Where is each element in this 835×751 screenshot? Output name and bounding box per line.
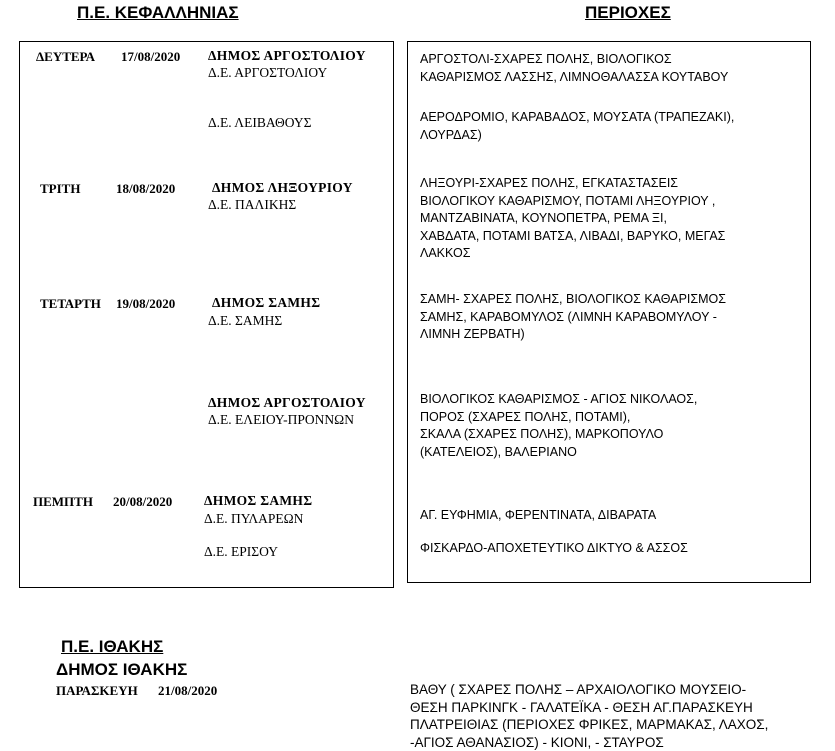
area-line: ΒΙΟΛΟΓΙΚΟΣ ΚΑΘΑΡΙΣΜΟΣ - ΑΓΙΟΣ ΝΙΚΟΛΑΟΣ, bbox=[420, 391, 697, 409]
municipality-label: ΔΗΜΟΣ ΛΗΞΟΥΡΙΟΥ bbox=[212, 180, 353, 196]
area-line: ΣΑΜΗ- ΣΧΑΡΕΣ ΠΟΛΗΣ, ΒΙΟΛΟΓΙΚΟΣ ΚΑΘΑΡΙΣΜΟΣ bbox=[420, 291, 726, 309]
unit-label: Δ.Ε. ΕΛΕΙΟΥ-ΠΡΟΝΝΩΝ bbox=[208, 412, 354, 428]
area-block bbox=[420, 109, 734, 144]
area-block bbox=[420, 507, 656, 525]
header-prefecture: Π.Ε. ΚΕΦΑΛΛΗΝΙΑΣ bbox=[77, 3, 239, 23]
ithaki-date: 21/08/2020 bbox=[158, 683, 217, 699]
area-line: -ΑΓΙΟΣ ΑΘΑΝΑΣΙΟΣ) - ΚΙΟΝΙ, - ΣΤΑΥΡΟΣ bbox=[410, 734, 768, 751]
municipality-label: ΔΗΜΟΣ ΑΡΓΟΣΤΟΛΙΟΥ bbox=[208, 48, 366, 64]
area-line: ΑΓ. ΕΥΦΗΜΙΑ, ΦΕΡΕΝΤΙΝΑΤΑ, ΔΙΒΑΡΑΤΑ bbox=[420, 507, 656, 525]
day-label: ΔΕΥΤΕΡΑ bbox=[36, 49, 95, 65]
area-line: ΛΟΥΡΔΑΣ) bbox=[420, 127, 734, 145]
area-line: ΛΑΚΚΟΣ bbox=[420, 245, 725, 263]
date-label: 17/08/2020 bbox=[121, 49, 180, 65]
date-label: 18/08/2020 bbox=[116, 181, 175, 197]
area-line: ΠΟΡΟΣ (ΣΧΑΡΕΣ ΠΟΛΗΣ, ΠΟΤΑΜΙ), bbox=[420, 409, 697, 427]
area-line: ΚΑΘΑΡΙΣΜΟΣ ΛΑΣΣΗΣ, ΛΙΜΝΟΘΑΛΑΣΣΑ ΚΟΥΤΑΒΟΥ bbox=[420, 69, 728, 87]
area-line: ΛΙΜΝΗ ΖΕΡΒΑΤΗ) bbox=[420, 326, 726, 344]
area-line: ΑΡΓΟΣΤΟΛΙ-ΣΧΑΡΕΣ ΠΟΛΗΣ, ΒΙΟΛΟΓΙΚΟΣ bbox=[420, 51, 728, 69]
area-line: ΜΑΝΤΖΑΒΙΝΑΤΑ, ΚΟΥΝΟΠΕΤΡΑ, ΡΕΜΑ ΞΙ, bbox=[420, 210, 725, 228]
date-label: 19/08/2020 bbox=[116, 296, 175, 312]
day-label: ΤΡΙΤΗ bbox=[40, 181, 80, 197]
day-label: ΤΕΤΑΡΤΗ bbox=[40, 296, 101, 312]
area-line: ΑΕΡΟΔΡΟΜΙΟ, ΚΑΡΑΒΑΔΟΣ, ΜΟΥΣΑΤΑ (ΤΡΑΠΕΖΑΚΙ), bbox=[420, 109, 734, 127]
area-line: ΣΑΜΗΣ, ΚΑΡΑΒΟΜΥΛΟΣ (ΛΙΜΝΗ ΚΑΡΑΒΟΜΥΛΟΥ - bbox=[420, 309, 726, 327]
municipality-label: ΔΗΜΟΣ ΣΑΜΗΣ bbox=[204, 493, 312, 509]
area-block bbox=[420, 291, 726, 344]
unit-label: Δ.Ε. ΣΑΜΗΣ bbox=[208, 313, 282, 329]
area-line: ΛΗΞΟΥΡΙ-ΣΧΑΡΕΣ ΠΟΛΗΣ, ΕΓΚΑΤΑΣΤΑΣΕΙΣ bbox=[420, 175, 725, 193]
area-block bbox=[420, 540, 688, 558]
area-line: ΘΕΣΗ ΠΑΡΚΙΝΓΚ - ΓΑΛΑΤΕΪΚΑ - ΘΕΣΗ ΑΓ.ΠΑΡΑΣΚΕΥΗ bbox=[410, 699, 768, 717]
unit-label: Δ.Ε. ΛΕΙΒΑΘΟΥΣ bbox=[208, 115, 311, 131]
ithaki-area-block bbox=[410, 681, 768, 751]
unit-label: Δ.Ε. ΠΥΛΑΡΕΩΝ bbox=[204, 511, 303, 527]
municipality-label: ΔΗΜΟΣ ΣΑΜΗΣ bbox=[212, 295, 320, 311]
ithaki-municipality: ΔΗΜΟΣ ΙΘΑΚΗΣ bbox=[56, 660, 187, 680]
day-label: ΠΕΜΠΤΗ bbox=[33, 494, 93, 510]
unit-label: Δ.Ε. ΠΑΛΙΚΗΣ bbox=[208, 197, 296, 213]
area-line: ΧΑΒΔΑΤΑ, ΠΟΤΑΜΙ ΒΑΤΣΑ, ΛΙΒΑΔΙ, ΒΑΡΥΚΟ, ΜΕΓΑΣ bbox=[420, 228, 725, 246]
area-block bbox=[420, 51, 728, 86]
municipality-label: ΔΗΜΟΣ ΑΡΓΟΣΤΟΛΙΟΥ bbox=[208, 395, 366, 411]
unit-label: Δ.Ε. ΑΡΓΟΣΤΟΛΙΟΥ bbox=[208, 65, 327, 81]
area-line: ΒΙΟΛΟΓΙΚΟΥ ΚΑΘΑΡΙΣΜΟΥ, ΠΟΤΑΜΙ ΛΗΞΟΥΡΙΟΥ , bbox=[420, 193, 725, 211]
area-block bbox=[420, 175, 725, 263]
area-line: ΦΙΣΚΑΡΔΟ-ΑΠΟΧΕΤΕΥΤΙΚΟ ΔΙΚΤΥΟ & ΑΣΣΟΣ bbox=[420, 540, 688, 558]
area-line: ΣΚΑΛΑ (ΣΧΑΡΕΣ ΠΟΛΗΣ), ΜΑΡΚΟΠΟΥΛΟ bbox=[420, 426, 697, 444]
area-line: ΠΛΑΤΡΕΙΘΙΑΣ (ΠΕΡΙΟΧΕΣ ΦΡΙΚΕΣ, ΜΑΡΜΑΚΑΣ, ΛΑΧΟΣ, bbox=[410, 716, 768, 734]
unit-label: Δ.Ε. ΕΡΙΣΟΥ bbox=[204, 544, 278, 560]
date-label: 20/08/2020 bbox=[113, 494, 172, 510]
area-line: ΒΑΘΥ ( ΣΧΑΡΕΣ ΠΟΛΗΣ – ΑΡΧΑΙΟΛΟΓΙΚΟ ΜΟΥΣΕΙΟ- bbox=[410, 681, 768, 699]
area-line: (ΚΑΤΕΛΕΙΟΣ), ΒΑΛΕΡΙΑΝΟ bbox=[420, 444, 697, 462]
ithaki-day: ΠΑΡΑΣΚΕΥΗ bbox=[56, 683, 138, 699]
header-areas: ΠΕΡΙΟΧΕΣ bbox=[585, 3, 671, 23]
area-block bbox=[420, 391, 697, 461]
ithaki-prefecture: Π.Ε. ΙΘΑΚΗΣ bbox=[61, 637, 163, 657]
